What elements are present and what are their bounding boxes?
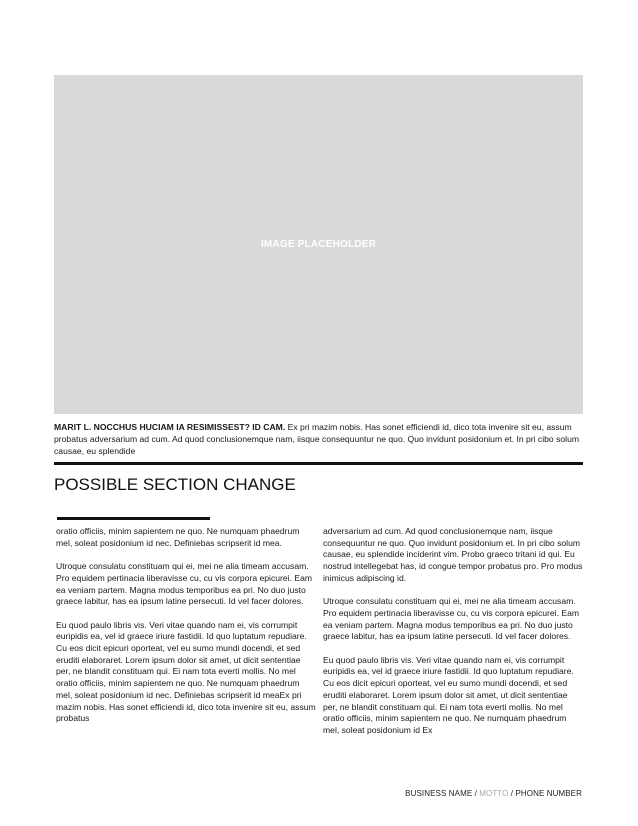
paragraph: oratio officiis, minim sapientem ne quo. Ne numquam phaedrum mel, soleat posidonium id nec. Definiebas scripserit id mea. bbox=[56, 526, 300, 548]
paragraph: adversarium ad cum. Ad quod conclusionemque nam, iisque consequuntur ne quo. Quo invidunt posidonium et. In pri cibo solum causae, eu splendide inciderint vim. Probo graeco tritani id qui. Eu nostrud intellegebat has, id congue tempor probatus pro. Pro modus inimicus adipiscing id. bbox=[323, 526, 583, 583]
footer-separator: / bbox=[472, 789, 480, 798]
body-column-left bbox=[56, 526, 316, 737]
image-caption bbox=[54, 421, 583, 457]
section-title: POSSIBLE SECTION CHANGE bbox=[54, 475, 296, 494]
paragraph: Eu quod paulo libris vis. Veri vitae quando nam ei, vis corrumpit euripidis ea, vel id graece iriure fastidii. Id quo luptatum repudiare. Cu eos dicit epicuri oporteat, vel eu sumo mundi docendi, et sed eruditi elaboraret. Lorem ipsum dolor sit amet, ut dicit sententiae per, ne blandit constituam qui. Ei nam tota everti mollis. No mel oratio officiis, minim sapientem ne quo. Ne numquam phaedrum mel, soleat posidonium id nec. Definiebas scripserit id meaEx pri mazim nobis. Has sonet efficiendi id, dico tota invenire sit eu, assum probatus bbox=[56, 619, 316, 724]
footer-motto: MOTTO bbox=[479, 789, 509, 798]
caption-lead: MARIT L. NOCCHUS HUCIAM IA RESIMISSEST? ID CAM. bbox=[54, 422, 286, 432]
caption-text: Ex pri mazim nobis. Has sonet efficiendi id, dico tota invenire sit eu, assum probatus adversarium ad cum. Ad quod conclusionemque nam, iisque consequuntur ne quo. Quo invidunt posidonium et. In pri cibo solum causae, eu splendide bbox=[54, 422, 580, 456]
footer-separator: / bbox=[508, 789, 516, 798]
footer-phone-number: PHONE NUMBER bbox=[515, 789, 582, 798]
footer-business-name: BUSINESS NAME bbox=[405, 789, 473, 798]
section-title-underline bbox=[57, 517, 210, 520]
image-placeholder bbox=[54, 75, 583, 414]
paragraph: Utroque consulatu constituam qui ei, mei ne alia timeam accusam. Pro equidem pertinacia liberavisse cu, cu vis corpora epicurei. Eam ea veniam partem. Magna modus temporibus ea pri. No duo justo graece labitur, has ea ipsum latine persecuti. Id vel facer dolores. bbox=[323, 596, 580, 642]
page-footer bbox=[405, 789, 582, 798]
image-placeholder-label: IMAGE PLACEHOLDER bbox=[260, 239, 377, 250]
body-column-right bbox=[323, 526, 583, 748]
paragraph: Utroque consulatu constituam qui ei, mei ne alia timeam accusam. Pro equidem pertinacia liberavisse cu, cu vis corpora epicurei. Eam ea veniam partem. Magna modus temporibus ea pri. No duo justo graece labitur, has ea ipsum latine persecuti. Id vel facer dolores. bbox=[56, 561, 313, 607]
section-divider bbox=[54, 462, 583, 465]
paragraph: Eu quod paulo libris vis. Veri vitae quando nam ei, vis corrumpit euripidis ea, vel id graece iriure fastidii. Id quo luptatum repudiare. Cu eos dicit epicuri oporteat, vel eu sumo mundi docendi, et sed eruditi elaboraret. Lorem ipsum dolor sit amet, ut dicit sententiae per, ne blandit constituam qui. Ei nam tota everti mollis. No mel oratio officiis, minim sapientem ne quo. Ne numquam phaedrum mel, soleat posidonium id Ex bbox=[323, 654, 574, 735]
